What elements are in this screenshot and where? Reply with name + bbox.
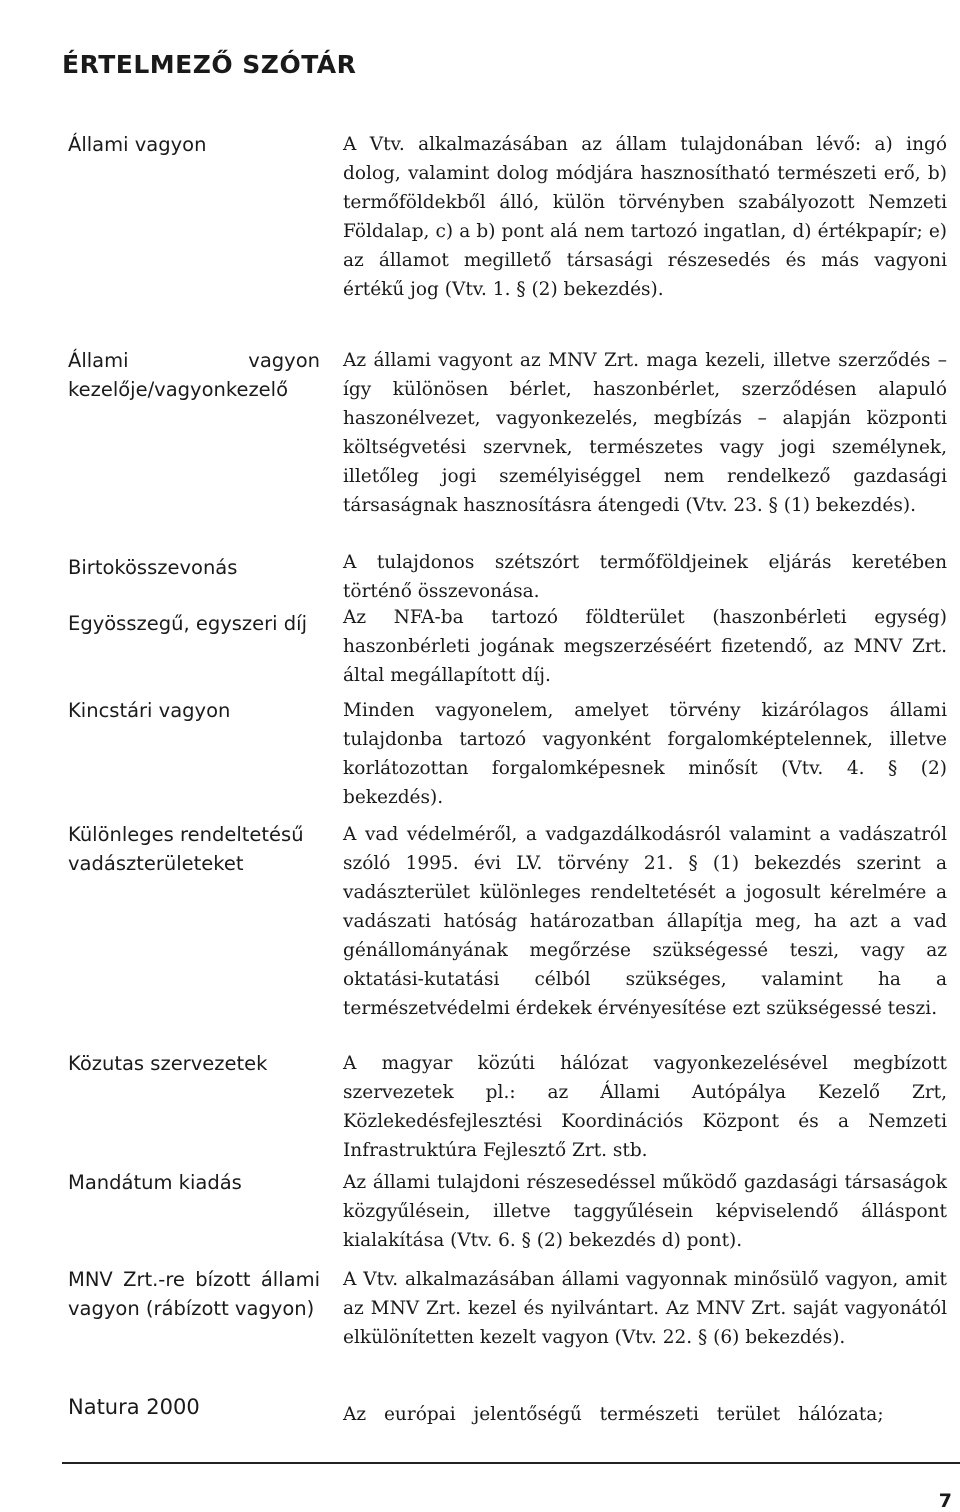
glossary-definition: Az állami vagyont az MNV Zrt. maga kezeli, illetve szerződés – így különösen bérlet, haszonbérlet, szerződésen alapuló haszonélvezet, vagyonkezelés, megbízás – alapján központi költségvetési szervnek, természetes vagy jogi személynek, illetőleg jogi személyiséggel nem rendelkező gazdasági társaságnak hasznosításra átengedi (Vtv. 23. § (1) bekezdés). — [343, 350, 947, 516]
glossary-term: Natura 2000 — [68, 1395, 200, 1419]
glossary-definition: Az NFA-ba tartozó földterület (haszonbérleti egység) haszonbérleti jogának megszerzéséért fizetendő, az MNV Zrt. által megállapított díj. — [343, 607, 947, 686]
glossary-term: Közutas szervezetek — [68, 1052, 268, 1075]
glossary-term: Egyösszegű, egyszeri díj — [68, 612, 308, 635]
glossary-term: Állami vagyon kezelője/vagyonkezelő — [68, 349, 320, 401]
glossary-term: Állami vagyon — [68, 133, 207, 156]
glossary-term: Mandátum kiadás — [68, 1171, 242, 1194]
page-title: ÉRTELMEZŐ SZÓTÁR — [62, 50, 357, 79]
glossary-definition: A Vtv. alkalmazásában az állam tulajdonában lévő: a) ingó dolog, valamint dolog módjára hasznosítható természeti erő, b) termőföldekből álló, külön törvényben szabályozott Nemzeti Földalap, c) a b) pont alá nem tartozó ingatlan, d) értékpapír; e) az államot megillető társasági részesedés és más vagyoni értékű jog (Vtv. 1. § (2) bekezdés). — [343, 134, 947, 300]
glossary-definition: Az állami tulajdoni részesedéssel működő gazdasági társaságok közgyűlésein, illetve taggyűlésein képviselendő álláspont kialakítása (Vtv. 6. § (2) bekezdés d) pont). — [343, 1172, 947, 1251]
footer-divider — [62, 1462, 960, 1464]
glossary-term: Birtokösszevonás — [68, 556, 238, 579]
glossary-definition: A Vtv. alkalmazásában állami vagyonnak minősülő vagyon, amit az MNV Zrt. kezel és nyilvántart. Az MNV Zrt. saját vagyonától elkülönítetten kezelt vagyon (Vtv. 22. § (6) bekezdés). — [343, 1269, 947, 1348]
page-number: 7 — [938, 1490, 952, 1512]
glossary-definition: Minden vagyonelem, amelyet törvény kizárólagos állami tulajdonba tartozó vagyonként forgalomképtelennek, illetve korlátozottan forgalomképesnek minősít (Vtv. 4. § (2) bekezdés). — [343, 700, 947, 808]
glossary-definition: A magyar közúti hálózat vagyonkezelésével megbízott szervezetek pl.: az Állami Autópálya Kezelő Zrt, Közlekedésfejlesztési Koordinációs Központ és a Nemzeti Infrastruktúra Fejlesztő Zrt. stb. — [343, 1053, 947, 1161]
glossary-term: Kincstári vagyon — [68, 699, 231, 722]
glossary-term: Különleges rendeltetésű vadászterületeket — [68, 823, 304, 875]
glossary-definition: Az európai jelentőségű természeti terület hálózata; — [343, 1404, 884, 1425]
glossary-definition: A vad védelméről, a vadgazdálkodásról valamint a vadászatról szóló 1995. évi LV. törvény 21. § (1) bekezdés szerint a vadászterület különleges rendeltetését a jogosult kérelmére a vadászati hatóság határozatban állapítja meg, ha azt a vad génállományának megőrzése szükségessé teszi, vagy az oktatási-kutatási célból szükséges, valamint ha a természetvédelmi érdekek érvényesítése ezt szükségessé teszi. — [343, 824, 947, 1019]
glossary-definition: A tulajdonos szétszórt termőföldjeinek eljárás keretében történő összevonása. — [343, 552, 947, 602]
glossary-term: MNV Zrt.-re bízott állami vagyon (rábízott vagyon) — [68, 1268, 320, 1320]
